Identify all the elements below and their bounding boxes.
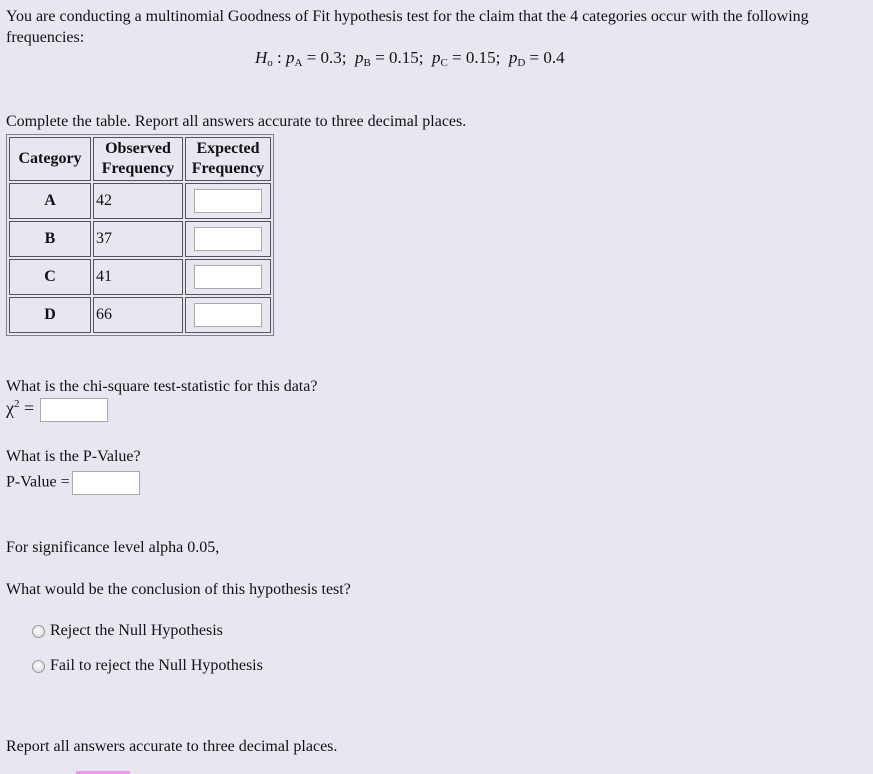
expected-cell (185, 221, 271, 257)
p-value-question: What is the P-Value? (6, 448, 141, 465)
p-value-label: P-Value = (6, 473, 70, 491)
observed-cell: 37 (93, 221, 183, 257)
p-subscript: A (294, 57, 303, 69)
observed-cell: 66 (93, 297, 183, 333)
expected-input-b[interactable] (194, 227, 262, 251)
header-line: Frequency (191, 160, 265, 177)
radio-button-icon[interactable] (32, 625, 45, 638)
null-hypothesis (255, 48, 565, 69)
expected-input-a[interactable] (194, 189, 262, 213)
h-symbol: H (255, 48, 268, 67)
chi-square-row (6, 398, 108, 422)
frequency-table (6, 134, 274, 336)
p-value-input[interactable] (72, 471, 140, 495)
header-observed (93, 137, 183, 181)
expected-input-c[interactable] (194, 265, 262, 289)
problem-intro: You are conducting a multinomial Goodness of Fit hypothesis test for the claim that the 4 categories occur with the following frequencies: (6, 8, 809, 46)
chi-symbol: χ (6, 398, 14, 419)
header-line: Frequency (101, 160, 175, 177)
p-symbol: p (508, 48, 518, 67)
category-cell: C (9, 259, 91, 295)
option-fail-to-reject[interactable] (32, 657, 263, 675)
conclusion-question: What would be the conclusion of this hypothesis test? (6, 581, 351, 598)
table-row (9, 221, 271, 257)
option-reject[interactable] (32, 622, 223, 640)
chi-superscript: 2 (14, 398, 20, 411)
p-value-b: = 0.15; (370, 48, 432, 67)
option-label: Reject the Null Hypothesis (50, 622, 223, 639)
observed-cell: 42 (93, 183, 183, 219)
expected-cell (185, 183, 271, 219)
expected-cell (185, 297, 271, 333)
observed-cell: 41 (93, 259, 183, 295)
table-row (9, 259, 271, 295)
category-cell: B (9, 221, 91, 257)
table-instruction: Complete the table. Report all answers accurate to three decimal places. (6, 113, 467, 130)
table-row (9, 297, 271, 333)
table-header-row (9, 137, 271, 181)
significance-level: For significance level alpha 0.05, (6, 539, 220, 556)
p-value-row (6, 471, 140, 495)
p-value-d: = 0.4 (525, 48, 565, 67)
option-label: Fail to reject the Null Hypothesis (50, 657, 263, 674)
h-subscript: o (267, 57, 273, 69)
p-symbol: p (286, 48, 295, 67)
expected-input-d[interactable] (194, 303, 262, 327)
report-note: Report all answers accurate to three decimal places. (6, 738, 338, 755)
p-value-c: = 0.15; (447, 48, 509, 67)
header-category: Category (9, 137, 91, 181)
radio-button-icon[interactable] (32, 660, 45, 673)
category-cell: A (9, 183, 91, 219)
header-line: Expected (196, 140, 260, 157)
chi-square-input[interactable] (40, 398, 108, 422)
p-symbol: p (431, 48, 441, 67)
category-cell: D (9, 297, 91, 333)
p-subscript: D (517, 57, 526, 69)
p-subscript: B (363, 57, 371, 69)
p-subscript: C (440, 57, 448, 69)
header-line: Observed (105, 140, 171, 157)
expected-cell (185, 259, 271, 295)
equals-sign: = (19, 398, 35, 419)
header-expected (185, 137, 271, 181)
chi-square-question: What is the chi-square test-statistic for this data? (6, 378, 318, 395)
table-row (9, 183, 271, 219)
p-value-a: = 0.3; (302, 48, 356, 67)
p-symbol: p (355, 48, 364, 67)
colon: : (272, 48, 287, 67)
